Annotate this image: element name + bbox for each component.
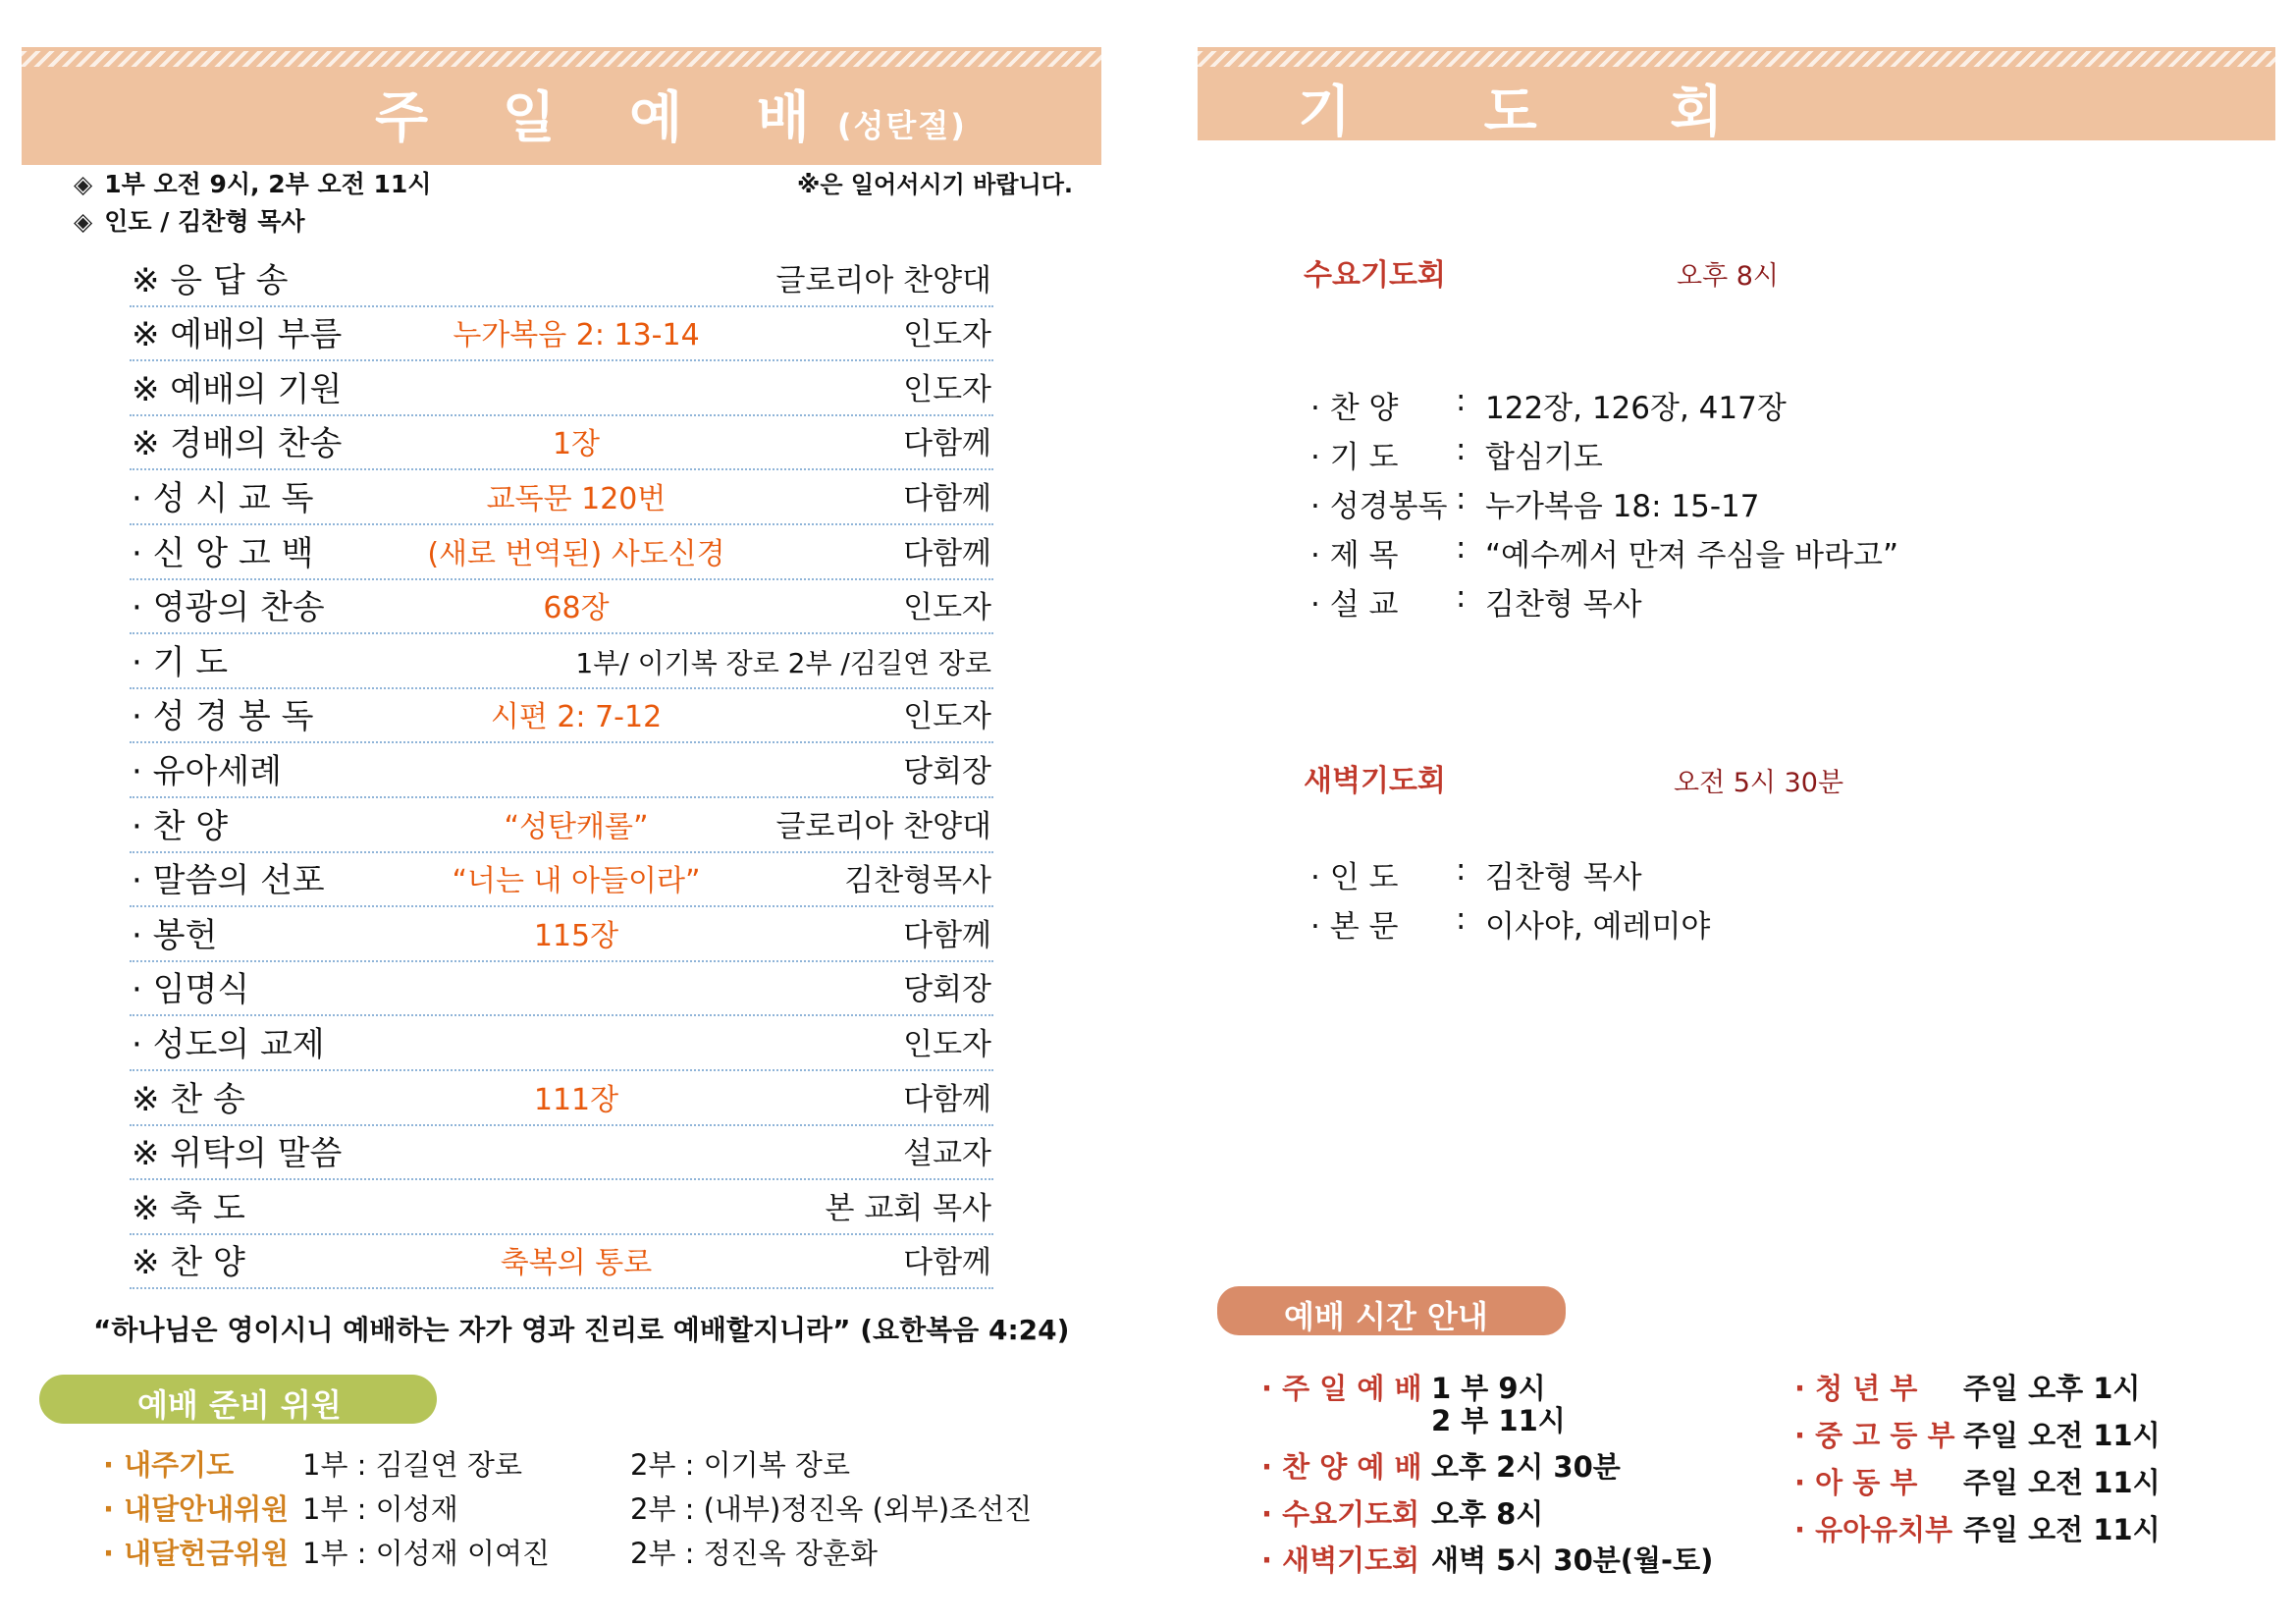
order-row <box>130 1071 993 1126</box>
service-time-label: · 아 동 부 <box>1794 1466 1918 1499</box>
order-leader: 다함께 <box>903 426 991 462</box>
order-item: ※ 찬 송 <box>132 1079 245 1119</box>
dawn-prayer-title: 새벽기도회 <box>1304 764 1446 798</box>
order-leader: 인도자 <box>903 699 991 735</box>
order-item: ※ 찬 양 <box>132 1243 245 1283</box>
order-item: · 성 시 교 독 <box>132 478 314 518</box>
service-time-value: 2 부 11시 <box>1431 1404 1566 1437</box>
service-time-value: 주일 오전 11시 <box>1963 1466 2161 1499</box>
order-leader: 김찬형목사 <box>844 863 991 899</box>
service-time-value: 주일 오전 11시 <box>1963 1419 2161 1452</box>
colon: : <box>1456 579 1467 615</box>
order-leader: 다함께 <box>903 1245 991 1281</box>
prayer-row-label: · 기 도 <box>1310 440 1399 475</box>
order-row <box>130 689 993 744</box>
service-time-value: 오후 2시 30분 <box>1431 1450 1621 1484</box>
leader-info-text: 인도 / 김찬형 목사 <box>104 207 305 236</box>
order-leader: 인도자 <box>903 1026 991 1062</box>
order-item: ※ 축 도 <box>132 1188 245 1228</box>
prayer-banner <box>1198 47 2275 144</box>
prayer-row-label: · 제 목 <box>1310 538 1399 573</box>
order-leader: 다함께 <box>903 535 991 571</box>
dawn-prayer-details <box>1310 852 1998 950</box>
order-item: · 찬 양 <box>132 806 229 846</box>
order-detail: (새로 번역된) 사도신경 <box>427 536 725 571</box>
order-leader: 다함께 <box>903 917 991 953</box>
order-row <box>130 1016 993 1071</box>
order-item: · 성 경 봉 독 <box>132 697 314 737</box>
order-row <box>130 743 993 798</box>
order-row <box>130 470 993 525</box>
prayer-row-label: · 설 교 <box>1310 587 1399 623</box>
service-time-value: 주일 오후 1시 <box>1963 1372 2141 1405</box>
service-time-label: · 유아유치부 <box>1794 1513 1953 1546</box>
order-item: · 말씀의 선포 <box>132 861 325 901</box>
order-detail: 축복의 통로 <box>500 1246 653 1281</box>
order-leader: 글로리아 찬양대 <box>775 262 991 298</box>
order-leader: 다함께 <box>903 1081 991 1117</box>
prep-committee-badge <box>39 1375 437 1424</box>
service-times-badge <box>1217 1286 1566 1335</box>
service-time-value: 주일 오전 11시 <box>1963 1513 2161 1546</box>
colon: : <box>1456 852 1467 888</box>
order-leader: 다함께 <box>903 480 991 516</box>
prayer-row-label: · 성경봉독 <box>1310 489 1448 524</box>
service-times-title: 예배 시간 안내 <box>1284 1298 1488 1335</box>
order-of-worship <box>130 252 993 1289</box>
order-item: · 성도의 교제 <box>132 1024 325 1064</box>
worship-title-text: 주 일 예 배 <box>375 86 837 150</box>
prep-row-part2: 2부 : 이기복 장로 <box>630 1448 850 1482</box>
order-leader: 인도자 <box>903 317 991 353</box>
order-row <box>130 1126 993 1181</box>
order-leader: 당회장 <box>903 972 991 1008</box>
order-row <box>130 798 993 853</box>
prayer-row <box>1310 530 1998 579</box>
order-item: ※ 예배의 기원 <box>132 369 343 409</box>
colon: : <box>1456 383 1467 418</box>
banner-stripe <box>22 51 1101 67</box>
order-item: · 봉헌 <box>132 915 218 955</box>
order-row <box>130 416 993 471</box>
order-row <box>130 1180 993 1235</box>
order-row <box>130 252 993 307</box>
order-item: · 유아세례 <box>132 751 282 791</box>
diamond-icon: ◈ <box>74 170 93 198</box>
prayer-row-label: · 본 문 <box>1310 909 1399 945</box>
order-item: ※ 경배의 찬송 <box>132 424 343 464</box>
order-leader: 인도자 <box>903 590 991 626</box>
service-time-label: · 중 고 등 부 <box>1794 1419 1955 1452</box>
order-leader: 글로리아 찬양대 <box>775 808 991 844</box>
order-item: ※ 예배의 부름 <box>132 315 343 355</box>
order-item: · 기 도 <box>132 642 229 682</box>
prayer-row <box>1310 852 1998 901</box>
order-item: · 신 앙 고 백 <box>132 533 314 573</box>
wed-prayer-details <box>1310 383 1998 628</box>
prayer-title: 기 도 회 <box>1298 81 1781 144</box>
order-item: ※ 위탁의 말씀 <box>132 1134 343 1174</box>
order-detail: “성탄캐롤” <box>504 809 649 844</box>
prayer-row <box>1310 579 1998 628</box>
service-time-label: · 수요기도회 <box>1261 1497 1420 1531</box>
prayer-row-label: · 인 도 <box>1310 860 1399 895</box>
order-row <box>130 580 993 635</box>
prep-row-label: · 내달헌금위원 <box>103 1537 290 1570</box>
order-item: · 영광의 찬송 <box>132 588 325 628</box>
order-detail: 시편 2: 7-12 <box>490 700 663 735</box>
prep-row-part1: 1부 : 이성재 <box>302 1492 458 1526</box>
prayer-row-value: 누가복음 18: 15-17 <box>1485 489 1760 524</box>
order-leader: 설교자 <box>903 1136 991 1172</box>
wed-prayer-time: 오후 8시 <box>1677 261 1780 292</box>
order-row <box>130 525 993 580</box>
order-detail: 68장 <box>543 591 610 626</box>
worship-subtitle: (성탄절) <box>836 107 967 144</box>
prep-row-label: · 내달안내위원 <box>103 1492 290 1526</box>
order-detail: 1장 <box>552 427 601 462</box>
order-item: · 임명식 <box>132 970 250 1010</box>
order-row <box>130 634 993 689</box>
order-detail: “너는 내 아들이라” <box>452 864 701 899</box>
order-row <box>130 853 993 908</box>
prep-row-part2: 2부 : 정진옥 장훈화 <box>630 1537 878 1570</box>
colon: : <box>1456 481 1467 516</box>
order-detail: 누가복음 2: 13-14 <box>453 318 700 353</box>
prayer-row-value: “예수께서 만져 주심을 바라고” <box>1485 538 1899 573</box>
service-time-value: 1 부 9시 <box>1431 1372 1546 1405</box>
service-time-label: · 주 일 예 배 <box>1261 1372 1422 1405</box>
order-leader: 본 교회 목사 <box>825 1190 991 1226</box>
colon: : <box>1456 901 1467 937</box>
order-item: ※ 응 답 송 <box>132 260 289 300</box>
order-row <box>130 962 993 1017</box>
prep-committee-title: 예배 준비 위원 <box>137 1386 342 1424</box>
colon: : <box>1456 530 1467 566</box>
diamond-icon: ◈ <box>74 207 93 236</box>
order-row <box>130 307 993 362</box>
service-time-value: 새벽 5시 30분(월-토) <box>1431 1543 1714 1577</box>
service-time-label: · 새벽기도회 <box>1261 1543 1420 1577</box>
standing-note: ※은 일어서시기 바랍니다. <box>797 171 1073 198</box>
dawn-prayer-time: 오전 5시 30분 <box>1674 768 1844 798</box>
scripture-quote: “하나님은 영이시니 예배하는 자가 영과 진리로 예배할지니라” (요한복음 4:24) <box>93 1314 1070 1346</box>
prayer-row-value: 이사야, 예레미야 <box>1485 909 1711 945</box>
prayer-row <box>1310 432 1998 481</box>
service-time-label: · 청 년 부 <box>1794 1372 1918 1405</box>
banner-stripe <box>1198 51 2275 67</box>
prep-row-label: · 내주기도 <box>103 1448 235 1482</box>
service-times <box>74 165 431 200</box>
prep-row-part2: 2부 : (내부)정진옥 (외부)조선진 <box>630 1492 1033 1526</box>
service-times-text: 1부 오전 9시, 2부 오전 11시 <box>104 170 432 198</box>
wed-prayer-title: 수요기도회 <box>1304 258 1446 293</box>
order-leader: 당회장 <box>903 753 991 789</box>
service-time-label: · 찬 양 예 배 <box>1261 1450 1422 1484</box>
order-row <box>130 361 993 416</box>
service-time-value: 오후 8시 <box>1431 1497 1544 1531</box>
order-detail: 교독문 120번 <box>486 481 667 516</box>
order-leader: 1부/ 이기복 장로 2부 /김길연 장로 <box>575 646 991 679</box>
worship-title <box>375 75 967 153</box>
order-row <box>130 907 993 962</box>
prep-row-part1: 1부 : 이성재 이여진 <box>302 1537 550 1570</box>
order-leader: 인도자 <box>903 371 991 407</box>
order-row <box>130 1235 993 1290</box>
prayer-row <box>1310 901 1998 950</box>
prep-row-part1: 1부 : 김길연 장로 <box>302 1448 522 1482</box>
leader-info <box>74 202 305 238</box>
order-detail: 111장 <box>533 1082 619 1117</box>
worship-banner <box>22 47 1101 165</box>
prayer-row-value: 김찬형 목사 <box>1485 587 1642 623</box>
order-detail: 115장 <box>533 918 619 953</box>
prayer-row <box>1310 383 1998 432</box>
prayer-row-value: 김찬형 목사 <box>1485 860 1642 895</box>
colon: : <box>1456 432 1467 467</box>
prayer-row-value: 122장, 126장, 417장 <box>1485 391 1787 426</box>
prayer-row-value: 합심기도 <box>1485 440 1603 475</box>
prayer-row-label: · 찬 양 <box>1310 391 1399 426</box>
prayer-row <box>1310 481 1998 530</box>
